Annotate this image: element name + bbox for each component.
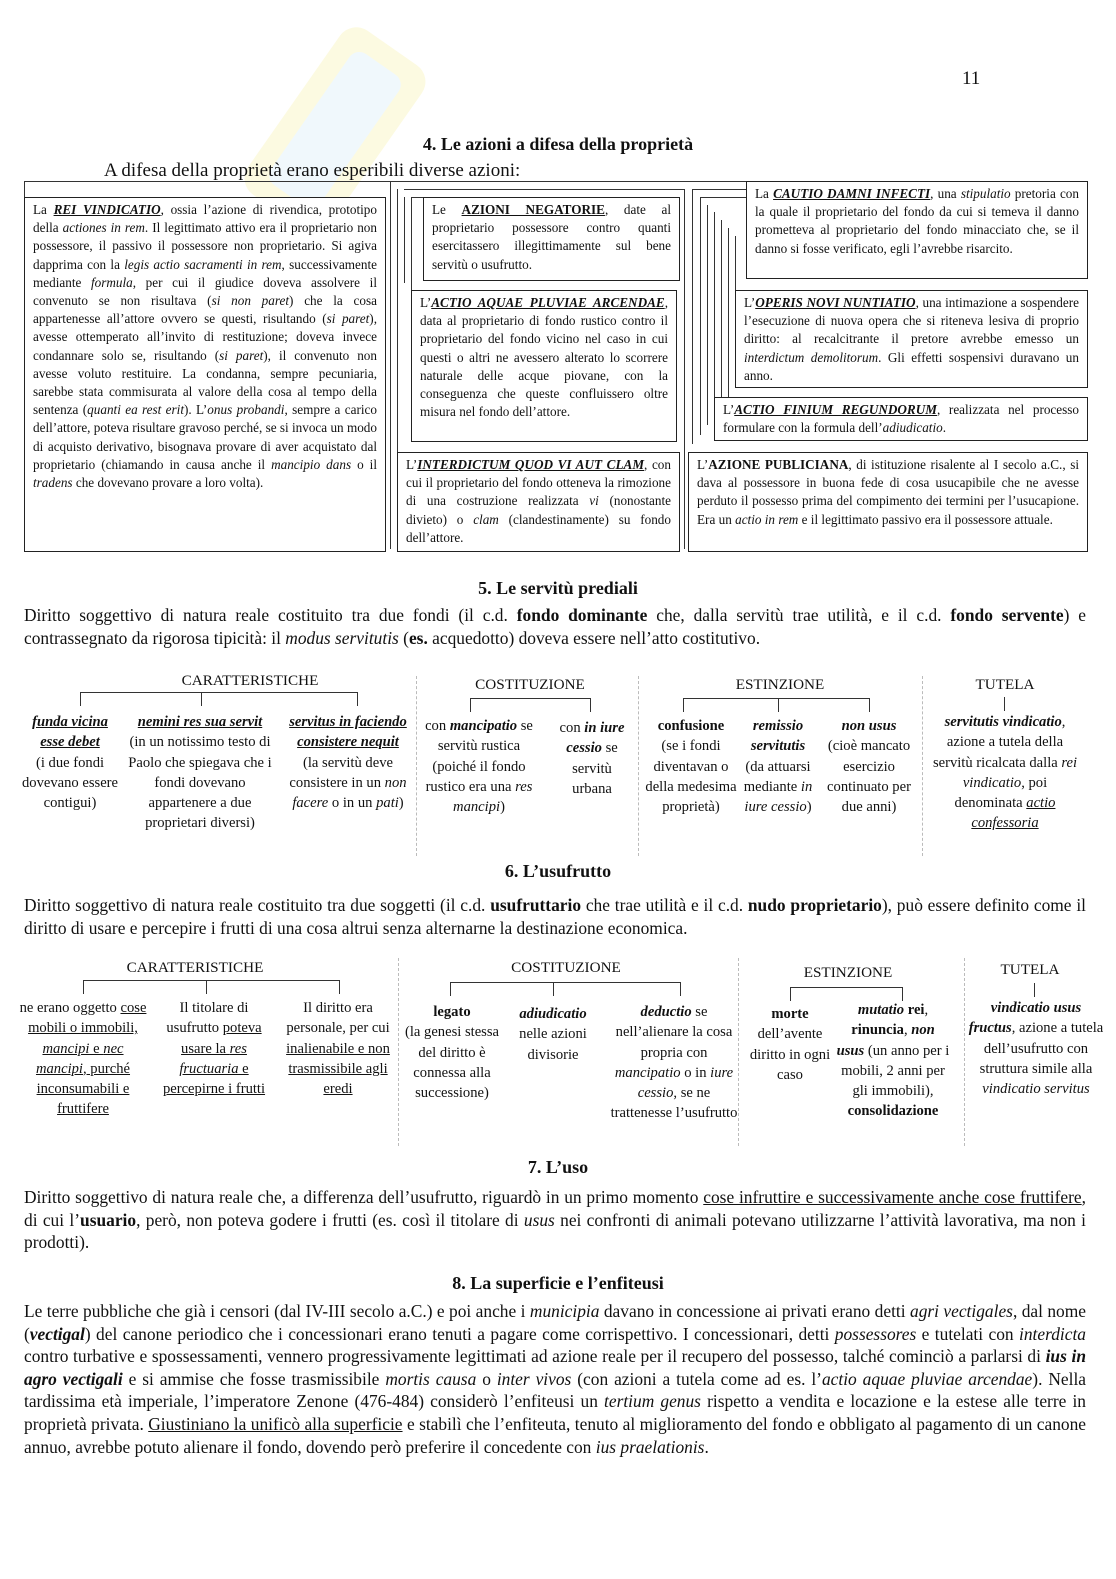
servitu-est-non-usus: non usus (cioè mancato esercizio continuato per due anni) <box>827 718 911 816</box>
servitu-car-servitus-in-faciendo: servitus in faciendo consistere nequit (la servitù deve consistere in un non facere o in un pati) <box>289 714 407 812</box>
usufrutto-tutela: vindicatio usus fructus, azione a tutela dell’usufrutto con struttura simile alla vindicatio servitus <box>968 1000 1104 1098</box>
usufrutto-est-mutatio: mutatio rei, rinuncia, non usus (un anno per i mobili, 2 anni per gli immobili), consolidazione <box>836 1002 950 1120</box>
usufrutto-header-costituzione: COSTITUZIONE <box>511 959 621 976</box>
usufrutto-header-caratteristiche: CARATTERISTICHE <box>126 959 264 976</box>
section-6-paragraph: Diritto soggettivo di natura reale costituito tra due soggetti (il c.d. usufruttario che trae utilità e il c.d. nudo proprietario), può essere definito come il diritto di usare e percepire i frutti di una cosa altrui senza alternarne la destinazione economica. <box>24 895 1086 938</box>
servitu-header-costituzione: COSTITUZIONE <box>475 676 585 693</box>
section-5-title: 5. Le servitù prediali <box>478 578 638 598</box>
usufrutto-car-oggetto: ne erano oggetto cose mobili o immobili, mancipi e nec mancipi, purché inconsumabili e fruttifere <box>19 1000 147 1118</box>
usufrutto-cost-adiudicatio: adiudicatio nelle azioni divisorie <box>519 1006 587 1063</box>
box-operis-novi-nuntiatio: L’OPERIS NOVI NUNTIATIO, una intimazione a sospendere l’esecuzione di nuova opera che si riteneva lesiva di proprio diritto: al recalcitrante il pretore avrebbe emesso un interdictum demolitorum. Gli effetti sospensivi duravano un anno. <box>735 290 1088 388</box>
servitu-header-caratteristiche: CARATTERISTICHE <box>181 672 319 689</box>
section-5-paragraph: Diritto soggettivo di natura reale costituito tra due fondi (il c.d. fondo dominante che, dalla servitù trae utilità, e il c.d. fondo servente) e contrassegnato da rigorosa tipicità: il modus servitutis (es. acquedotto) doveva essere nell’atto costitutivo. <box>24 605 1086 648</box>
section-6-title: 6. L’usufrutto <box>504 861 612 881</box>
box-cautio-damni-infecti: La CAUTIO DAMNI INFECTI, una stipulatio pretoria con la quale il proprietario del fondo da cui si temeva il danno prometteva al proprietario del fondo minacciato che, se il danno si fosse verificato, egli l’avrebbe risarcito. <box>746 181 1088 279</box>
servitu-est-confusione: confusione (se i fondi diventavan o della medesima proprietà) <box>645 718 737 816</box>
usufrutto-car-personale: Il diritto era personale, per cui inalienabile e non trasmissibile agli eredi <box>286 1000 390 1098</box>
section-8-paragraph: Le terre pubbliche che già i censori (dal IV-III secolo a.C.) e poi anche i municipia davano in concessione ai privati erano detti agri vectigales, dal nome (vectigal) del canone periodico che i concessionari erano tenuti a pagare come corrispettivo. I concessionari, detti possessores e tutelati con interdicta contro turbative e spossessamenti, vennero progressivamente legittimati ad azione reale per il recupero del possesso, talché cominciò a parlarsi di ius in agro vectigali e si ammise che fosse trasmissibile mortis causa o inter vivos (con azioni a tutela come ad es. l’actio aquae pluviae arcendae). Nella tardissima età imperiale, l’imperatore Zenone (476-484) considerò l’enfiteusi un tertium genus rispetto a vendita e locazione e la estese alle terre in proprietà privata. Giustiniano la unificò alla superficie e stabilì che l’enfiteuta, tenuto al miglioramento del fondo e obbligato al pagamento di un canone annuo, avrebbe potuto alienare il fondo, dovendo però preferire il concedente con ius praelationis. <box>24 1301 1087 1457</box>
box-interdictum-quod-vi-aut-clam: L’INTERDICTUM QUOD VI AUT CLAM, con cui il proprietario del fondo otteneva la rimozione di una costruzione realizzata vi (nonostante divieto) o clam (clandestinamente) su fondo dell’attore. <box>397 452 680 552</box>
box-azione-publiciana: L’AZIONE PUBLICIANA, di istituzione risalente al I secolo a.C., si dava al possessore in buona fede di cosa usucapibile che ne avesse perduto il possesso prima del compimento dei termini per l’usucapione. Era un actio in rem e il legittimato passivo era il possessore attuale. <box>688 452 1088 552</box>
servitu-header-estinzione: ESTINZIONE <box>735 676 825 693</box>
page-number: 11 <box>962 68 981 89</box>
servitu-cost-mancipatio: con mancipatio se servitù rustica (poiché il fondo rustico era una res mancipi) <box>425 718 533 816</box>
usufrutto-header-tutela: TUTELA <box>1000 961 1060 978</box>
servitu-car-nemini-res: nemini res sua servit (in un notissimo testo di Paolo che spiegava che i fondi dovevano appartenere a due proprietari diversi) <box>128 714 272 832</box>
usufrutto-est-morte: morte dell’avente diritto in ogni caso <box>749 1006 831 1083</box>
box-rei-vindicatio: La REI VINDICATIO, ossia l’azione di rivendica, prototipo della actiones in rem. Il legittimato attivo era il proprietario non possessore, il passivo il possessore non proprietario. Si agiva dapprima con la legis actio sacramenti in rem, successivamente mediante formula, per cui il giudice doveva assolvere il convenuto se non risultava (si non paret) che la cosa appartenesse all’attore ovvero se questi, risultando (si paret), avesse ottemperato all’invito di restituzione; doveva invece condannare solo se, risultando (si paret), il convenuto non avesse voluto restituire. La condanna, sempre pecuniaria, sarebbe stata commisurata al valore della cosa al tempo della sentenza (quanti ea rest erit). L’onus probandi, sempre a carico dell’attore, poteva risultare gravoso perché, se si invoca un modo di acquisto derivativo, bisognava provare di aver acquistato dal proprietario (chiamando in causa anche il mancipio dans o il tradens che dovevano provare a loro volta). <box>24 197 386 552</box>
usufrutto-cost-legato: legato (la genesi stessa del diritto è connessa alla successione) <box>404 1004 500 1102</box>
section-8-title: 8. La superficie e l’enfiteusi <box>452 1273 664 1293</box>
usufrutto-cost-deductio: deductio se nell’alienare la cosa propria con mancipatio o in iure cessio, se ne trattenesse l’usufrutto <box>610 1004 738 1122</box>
section-4-title: 4. Le azioni a difesa della proprietà <box>422 134 694 154</box>
rei-vindicatio-term: REI VINDICATIO <box>53 202 161 217</box>
servitu-tutela: servitutis vindicatio, azione a tutela della servitù ricalcata dalla rei vindicatio, poi denominata actio confessoria <box>932 714 1078 832</box>
box-actio-finium-regundorum: L’ACTIO FINIUM REGUNDORUM, realizzata nel processo formulare con la formula dell’adiudicatio. <box>714 397 1088 441</box>
servitu-est-remissio: remissio servitutis (da attuarsi mediante in iure cessio) <box>743 718 813 816</box>
box-actio-aquae-pluviae: L’ACTIO AQUAE PLUVIAE ARCENDAE, data al proprietario di fondo rustico contro il proprietario del fondo vicino nel caso in cui questi o altri ne avessero alterato lo scorrere naturale delle acque piovane, con la conseguenza che queste confluissero oltre misura nel fondo dell’attore. <box>411 290 677 442</box>
box-azioni-negatorie: Le AZIONI NEGATORIE, date al proprietario possessore contro quanti esercitassero illegittimamente sul bene servitù o usufrutto. <box>423 197 680 281</box>
servitu-car-funda-vicina: funda vicina esse debet (i due fondi dovevano essere contigui) <box>21 714 119 812</box>
servitu-cost-in-iure-cessio: con in iure cessio se servitù urbana <box>559 720 625 797</box>
usufrutto-car-titolare: Il titolare di usufrutto poteva usare la res fructuaria e percepirne i frutti <box>162 1000 266 1098</box>
section-4-intro: A difesa della proprietà erano esperibili diverse azioni: <box>104 160 521 181</box>
section-7-paragraph: Diritto soggettivo di natura reale che, a differenza dell’usufrutto, riguardò in un primo momento cose infruttire e successivamente anche cose fruttifere, di cui l’usuario, però, non poteva godere i frutti (es. così il titolare di usus nei confronti di animali potevano utilizzarne l’attività lavorativa, ma non i prodotti). <box>24 1187 1087 1253</box>
servitu-header-tutela: TUTELA <box>975 676 1035 693</box>
section-7-title: 7. L’uso <box>527 1157 589 1177</box>
usufrutto-header-estinzione: ESTINZIONE <box>803 964 893 981</box>
